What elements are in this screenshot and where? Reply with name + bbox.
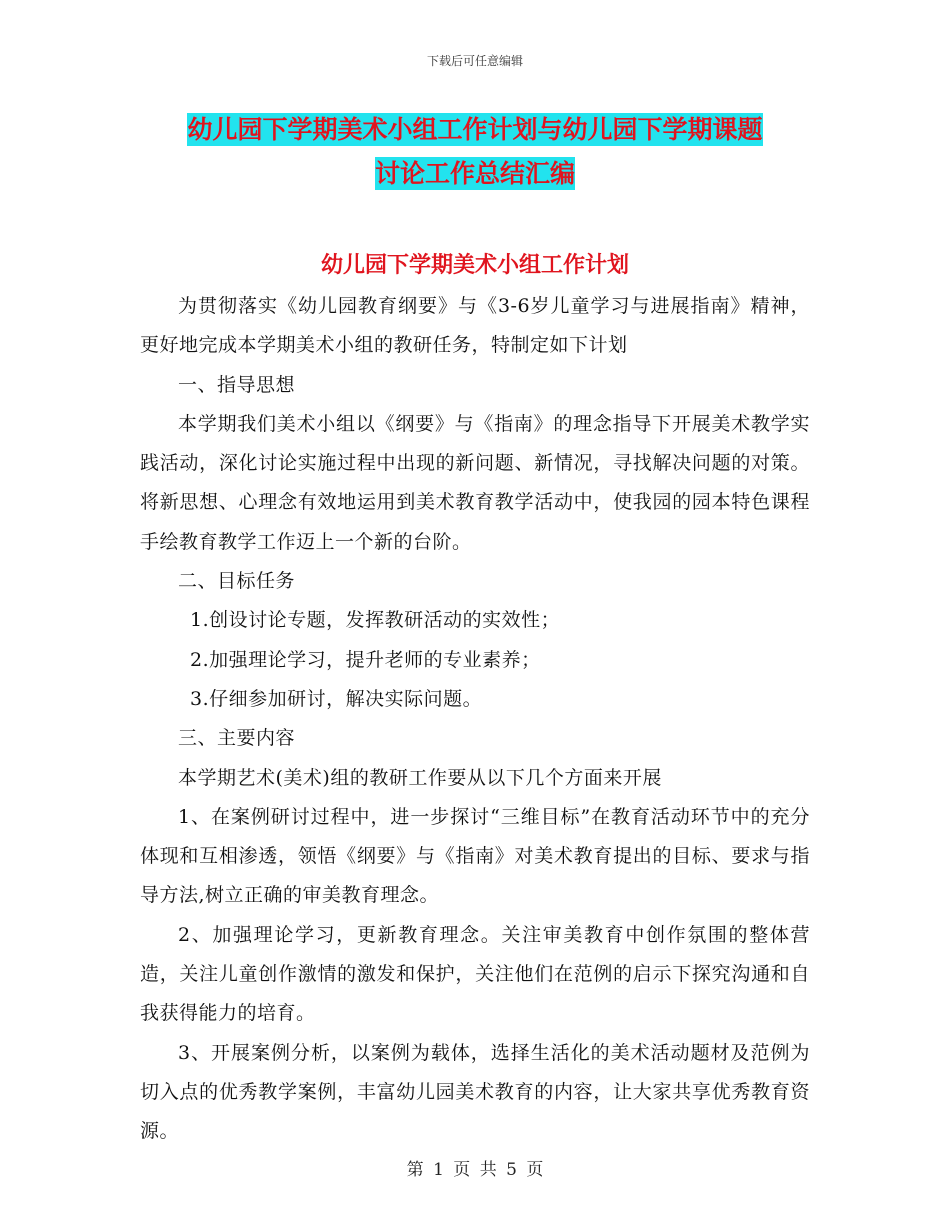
- heading-main-content: 三、主要内容: [178, 727, 296, 750]
- main-content-intro: 本学期艺术(美术)组的教研工作要从以下几个方面来开展: [178, 766, 662, 789]
- intro-paragraph: 为贯彻落实《幼儿园教育纲要》与《3-6岁儿童学习与进展指南》精神，更好地完成本学期美术小组的教研任务，特制定如下计划: [140, 295, 810, 357]
- content-item-1: 1、在案例研讨过程中，进一步探讨“三维目标”在教育活动环节中的充分体现和互相渗透，领悟《纲要》与《指南》对美术教育提出的目标、要求与指导方法,树立正确的审美教育理念。: [140, 805, 810, 907]
- page-number-footer: 第 1 页 共 5 页: [406, 1160, 544, 1180]
- title-line-2: 讨论工作总结汇编: [374, 159, 575, 188]
- document-body: [140, 287, 810, 1152]
- goal-item-3: 3.仔细参加研讨，解决实际问题。: [190, 687, 483, 710]
- title-line-1: 幼儿园下学期美术小组工作计划与幼儿园下学期课题: [187, 115, 763, 144]
- heading-guiding-thought: 一、指导思想: [178, 373, 296, 396]
- section-title: 幼儿园下学期美术小组工作计划: [320, 253, 629, 278]
- content-item-2: 2、加强理论学习，更新教育理念。关注审美教育中创作氛围的整体营造，关注儿童创作激情的激发和保护，关注他们在范例的启示下探究沟通和自我获得能力的培育。: [140, 923, 810, 1025]
- document-title: [140, 108, 810, 196]
- guiding-thought-paragraph: 本学期我们美术小组以《纲要》与《指南》的理念指导下开展美术教学实践活动，深化讨论实施过程中出现的新问题、新情况，寻找解决问题的对策。将新思想、心理念有效地运用到美术教育教学活动中，使我园的园本特色课程手绘教育教学工作迈上一个新的台阶。: [140, 412, 810, 553]
- content-item-3: 3、开展案例分析，以案例为载体，选择生活化的美术活动题材及范例为切入点的优秀教学案例，丰富幼儿园美术教育的内容，让大家共享优秀教育资源。: [140, 1041, 810, 1143]
- heading-goals: 二、目标任务: [178, 570, 296, 593]
- header-note: 下载后可任意编辑: [426, 54, 523, 68]
- goal-item-1: 1.创设讨论专题，发挥教研活动的实效性；: [190, 609, 561, 632]
- goal-item-2: 2.加强理论学习，提升老师的专业素养；: [190, 648, 541, 671]
